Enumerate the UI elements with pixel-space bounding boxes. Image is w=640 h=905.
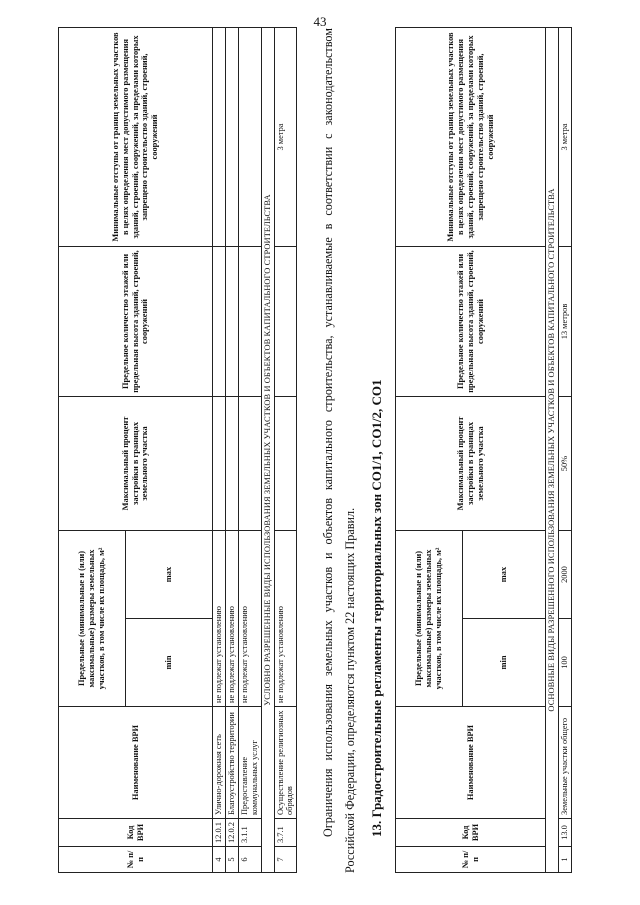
cell-offsets	[225, 28, 238, 247]
header-floors: Предельное количество этажей или предельная высота зданий, строений, сооружений	[59, 247, 213, 397]
header-min: min	[463, 619, 546, 707]
cell-name: Улично-дорожная сеть	[213, 707, 226, 819]
regulations-table-co1	[395, 27, 572, 873]
cell-code: 13.0	[559, 819, 572, 847]
header-floors: Предельное количество этажей или предельная высота зданий, строений, сооружений	[396, 247, 546, 397]
cell-min: 100	[559, 619, 572, 707]
header-max: max	[126, 531, 213, 619]
header-name: Наименование ВРИ	[59, 707, 213, 819]
cell-name: Осуществление религиозных обрядов	[274, 707, 297, 819]
header-offsets: Минимальные отступы от границ земельных участков в целях определения мест допустимого размещения зданий, строений, сооружений, за пределами которых запрещено строительство зданий, строений, сооружений	[59, 28, 213, 247]
header-code: Код ВРИ	[59, 819, 213, 847]
cell-name: Благоустройство территории	[225, 707, 238, 819]
cell-floors: 13 метров	[559, 247, 572, 397]
header-min: min	[126, 619, 213, 707]
cell-percent	[238, 397, 261, 531]
header-num: № п/п	[396, 847, 546, 873]
regulations-table-continued	[58, 27, 297, 873]
cell-max: 2000	[559, 531, 572, 619]
cell-offsets	[213, 28, 226, 247]
header-size-group: Предельные (минимальные и (или) максимальные) размеры земельных участков, в том числе их площадь, м²	[59, 531, 126, 707]
cell-code: 12.0.1	[213, 819, 226, 847]
table-header-row	[59, 28, 126, 873]
header-size-group: Предельные (минимальные и (или) максимальные) размеры земельных участков, в том числе их площадь, м²	[396, 531, 463, 707]
cell-num: 7	[274, 847, 297, 873]
cell-offsets: 3 метра	[559, 28, 572, 247]
cell-num: 5	[225, 847, 238, 873]
cell-percent	[274, 397, 297, 531]
table-row	[213, 28, 226, 873]
table-row	[274, 28, 297, 873]
section-row-conditional	[261, 28, 274, 873]
header-name: Наименование ВРИ	[396, 707, 546, 819]
cell-num: 6	[238, 847, 261, 873]
table-row	[559, 28, 572, 873]
cell-code: 12.0.2	[225, 819, 238, 847]
cell-percent: 50%	[559, 397, 572, 531]
cell-percent	[213, 397, 226, 531]
cell-size: не подлежат установлению	[225, 531, 238, 707]
header-percent: Максимальный процент застройки в границах земельного участка	[396, 397, 546, 531]
cell-floors	[225, 247, 238, 397]
cell-offsets: 3 метра	[274, 28, 297, 247]
section-main-title: ОСНОВНЫЕ ВИДЫ РАЗРЕШЕННОГО ИСПОЛЬЗОВАНИЯ ЗЕМЕЛЬНЫХ УЧАСТКОВ И ОБЪЕКТОВ КАПИТАЛЬНОГО СТРОИТЕЛЬСТВА	[546, 28, 559, 873]
table-row	[225, 28, 238, 873]
restrictions-text: Ограничения использования земельных участков и объектов капитального строительства, устанавливаемые в соответствии с законодательством Российской Федерации, определяются пунктом 22 настоящих Правил.	[321, 28, 358, 873]
page-number: 43	[313, 14, 327, 29]
cell-size: не подлежат установлению	[274, 531, 297, 707]
section-heading: 13. Градостроительные регламенты территориальных зон СО1/1, СО1/2, СО1	[369, 379, 385, 837]
cell-code: 3.7.1	[274, 819, 297, 847]
table-row	[238, 28, 261, 873]
cell-percent	[225, 397, 238, 531]
cell-floors	[274, 247, 297, 397]
cell-name: Предоставление коммунальных услуг	[238, 707, 261, 819]
header-code: Код ВРИ	[396, 819, 546, 847]
cell-size: не подлежат установлению	[238, 531, 261, 707]
cell-floors	[238, 247, 261, 397]
cell-num: 4	[213, 847, 226, 873]
document-body	[58, 28, 572, 873]
cell-size: не подлежат установлению	[213, 531, 226, 707]
cell-floors	[213, 247, 226, 397]
header-offsets: Минимальные отступы от границ земельных участков в целях определения мест допустимого размещения зданий, строений, сооружений, за пределами которых запрещено строительство зданий, строений, сооружений	[396, 28, 546, 247]
header-num: № п/п	[59, 847, 213, 873]
cell-num: 1	[559, 847, 572, 873]
header-max: max	[463, 531, 546, 619]
cell-offsets	[238, 28, 261, 247]
header-percent: Максимальный процент застройки в границах земельного участка	[59, 397, 213, 531]
restrictions-paragraph	[317, 28, 361, 873]
section-conditional-title: УСЛОВНО РАЗРЕШЕННЫЕ ВИДЫ ИСПОЛЬЗОВАНИЯ ЗЕМЕЛЬНЫХ УЧАСТКОВ И ОБЪЕКТОВ КАПИТАЛЬНОГО СТРОИТЕЛЬСТВА	[261, 28, 274, 873]
table-header-row	[396, 28, 463, 873]
cell-name: Земельные участки общего	[559, 707, 572, 819]
cell-code: 3.1.1	[238, 819, 261, 847]
section-row-main	[546, 28, 559, 873]
